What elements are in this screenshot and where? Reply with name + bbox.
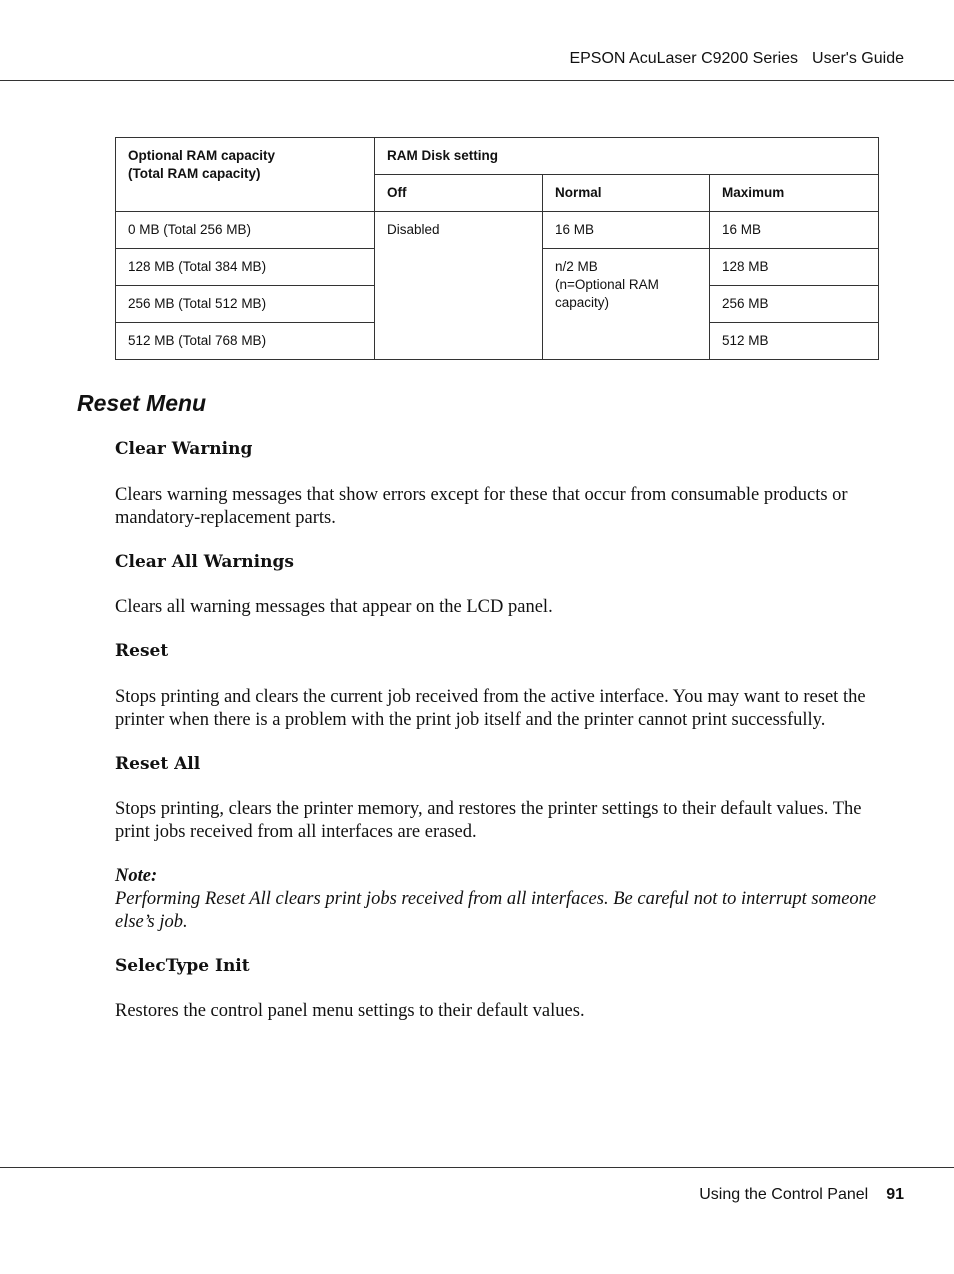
header-divider (0, 80, 954, 81)
paragraph-reset: Stops printing and clears the current job received from the active interface. You may want to reset the printer when there is a problem with the print job itself and the printer cannot print successfully. (115, 687, 866, 730)
header-guide: User's Guide (812, 50, 904, 67)
table-subheader-maximum: Maximum (710, 175, 879, 212)
paragraph-clear-all-warnings: Clears all warning messages that appear on the LCD panel. (115, 597, 553, 617)
table-cell-normal: n/2 MB (n=Optional RAM capacity) (543, 249, 710, 360)
table-header-capacity: Optional RAM capacity (Total RAM capacity) (116, 138, 375, 212)
table-cell-normal: 16 MB (543, 212, 710, 249)
ram-disk-table (115, 137, 879, 360)
note-label: Note: (115, 866, 158, 886)
section-title: Reset Menu (77, 390, 207, 416)
table-cell-maximum: 16 MB (710, 212, 879, 249)
subheading-reset-all: Reset All (115, 754, 201, 774)
page-footer (699, 1186, 904, 1204)
subheading-reset: Reset (115, 641, 169, 661)
table-header-ram-disk: RAM Disk setting (375, 138, 879, 175)
paragraph-selectype-init: Restores the control panel menu settings to their default values. (115, 1001, 585, 1021)
table-cell-maximum: 256 MB (710, 286, 879, 323)
table-row (116, 212, 879, 249)
table-cell-capacity: 0 MB (Total 256 MB) (116, 212, 375, 249)
table-cell-capacity: 512 MB (Total 768 MB) (116, 323, 375, 360)
paragraph-clear-warning: Clears warning messages that show errors except for these that occur from consumable products or mandatory-replacement parts. (115, 485, 848, 528)
table-cell-maximum: 512 MB (710, 323, 879, 360)
subheading-selectype-init: SelecType Init (115, 956, 250, 976)
note-text: Performing Reset All clears print jobs received from all interfaces. Be careful not to interrupt someone else’s job. (115, 889, 877, 932)
footer-divider (0, 1167, 954, 1168)
page-number: 91 (886, 1186, 904, 1203)
paragraph-reset-all: Stops printing, clears the printer memory, and restores the printer settings to their default values. The print jobs received from all interfaces are erased. (115, 799, 862, 842)
subheading-clear-warning: Clear Warning (115, 439, 253, 459)
table-cell-off: Disabled (375, 212, 543, 360)
table-cell-capacity: 256 MB (Total 512 MB) (116, 286, 375, 323)
footer-section: Using the Control Panel (699, 1186, 869, 1203)
table-subheader-normal: Normal (543, 175, 710, 212)
table-subheader-off: Off (375, 175, 543, 212)
page-header (569, 50, 904, 68)
subheading-clear-all-warnings: Clear All Warnings (115, 552, 294, 572)
header-product: EPSON AcuLaser C9200 Series (569, 50, 799, 67)
table-cell-capacity: 128 MB (Total 384 MB) (116, 249, 375, 286)
table-cell-maximum: 128 MB (710, 249, 879, 286)
